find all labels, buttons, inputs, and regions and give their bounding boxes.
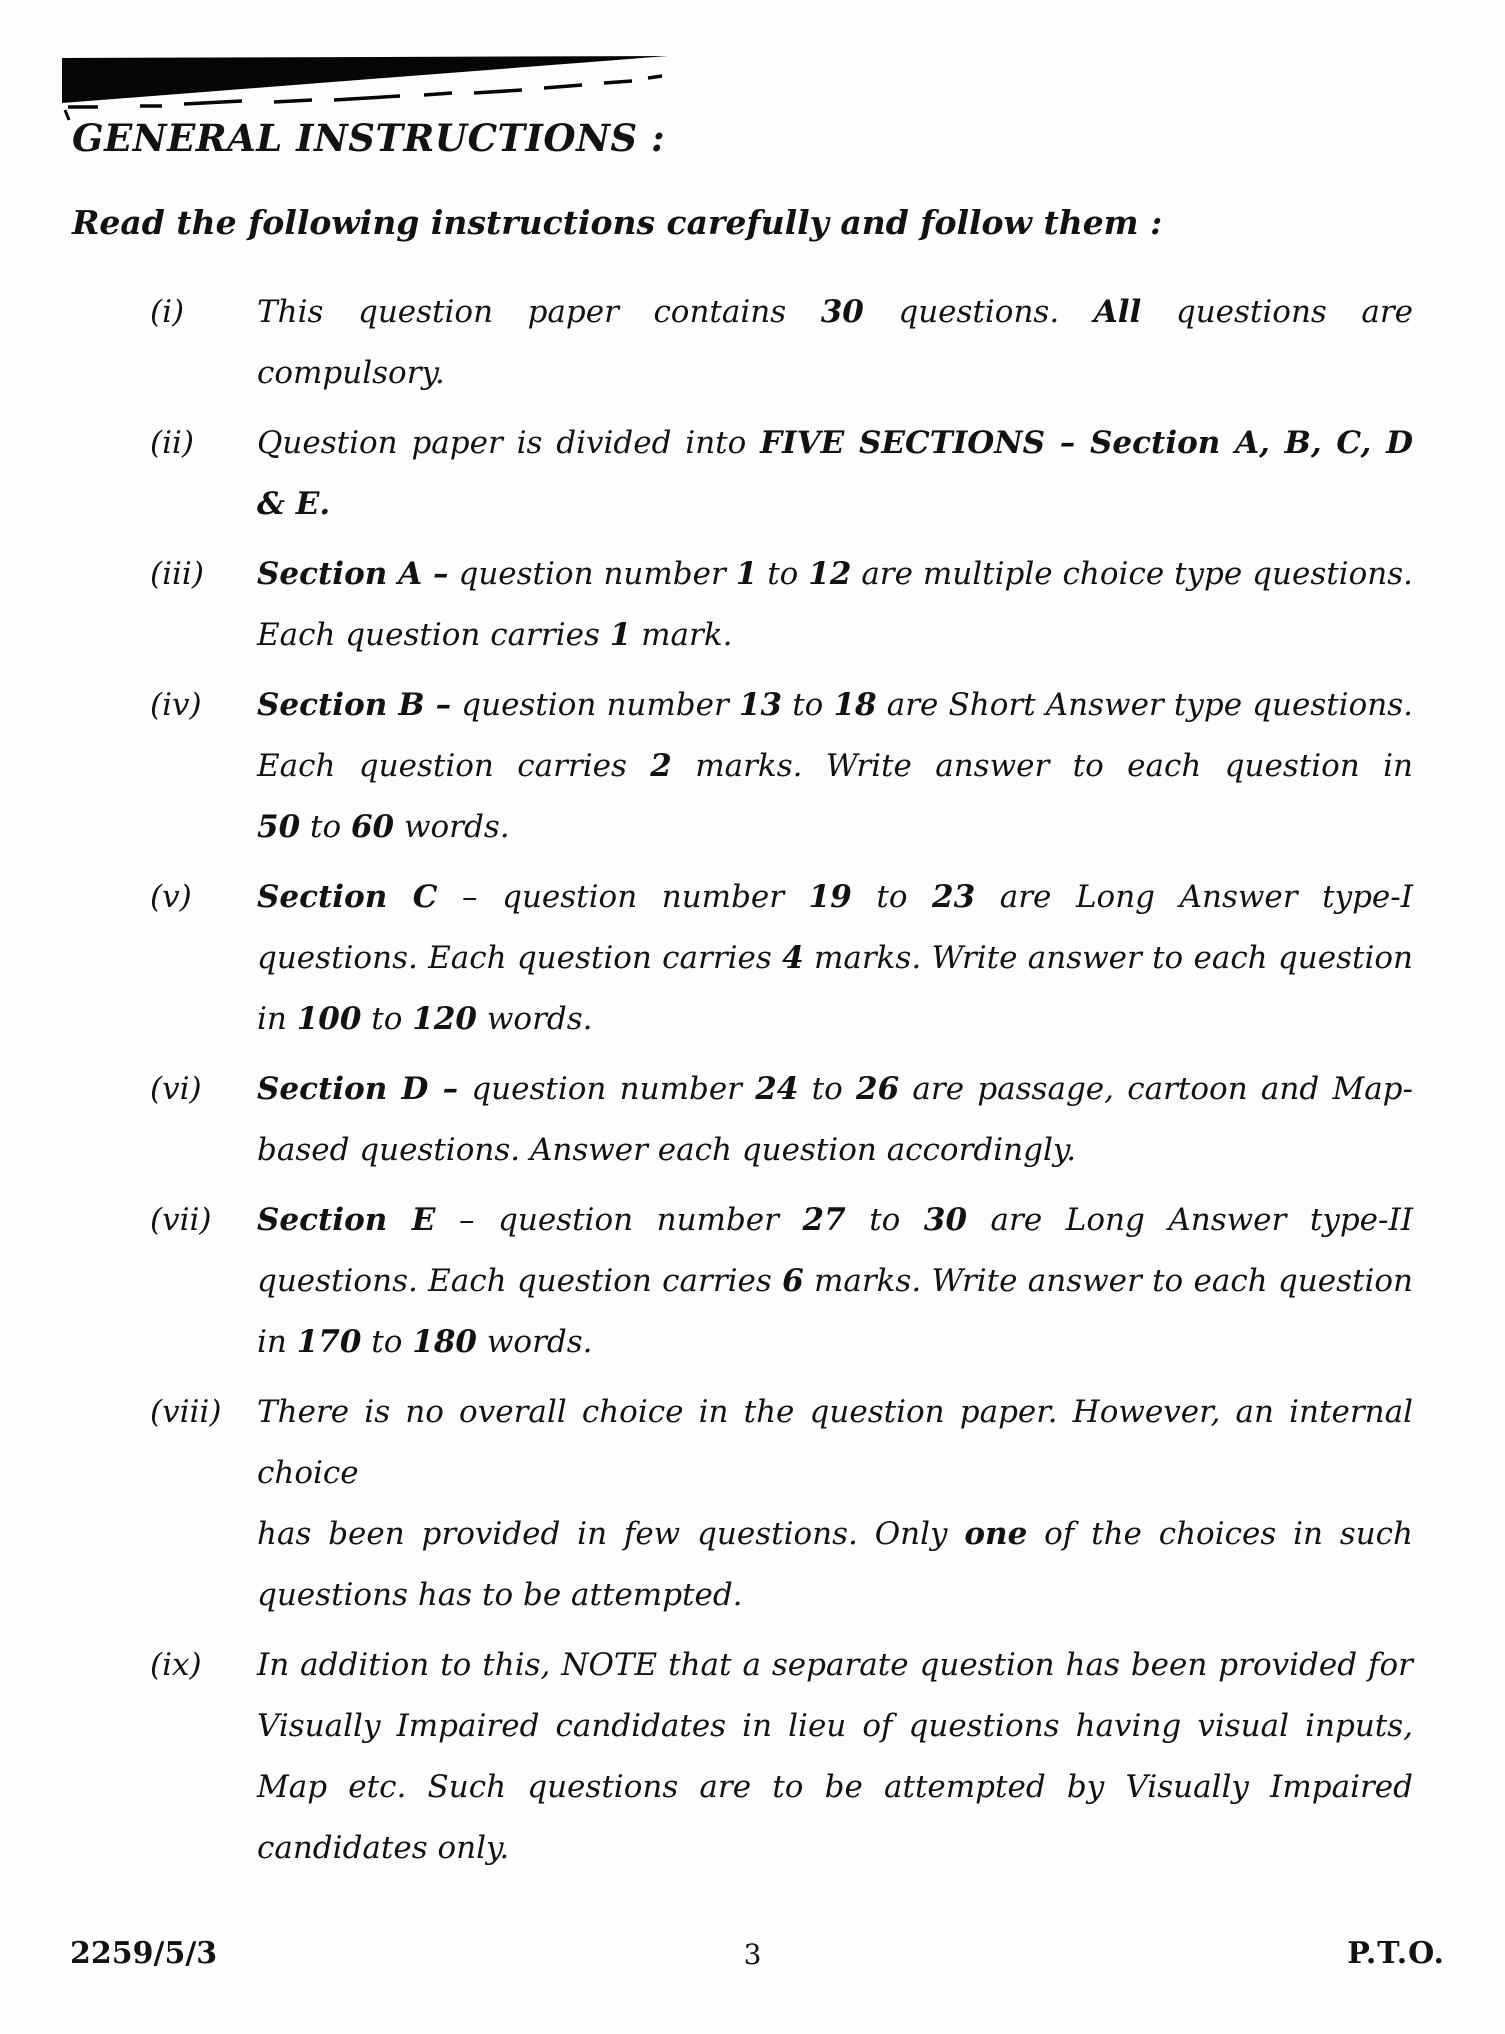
instruction-item <box>150 1382 1413 1626</box>
instruction-line: Question paper is divided into FIVE SECTIONS – Section A, B, C, D <box>257 425 1413 461</box>
instruction-number: (iv) <box>150 687 202 723</box>
instruction-text <box>257 282 1413 404</box>
instruction-line: Each question carries 1 mark. <box>257 617 733 653</box>
page-title: GENERAL INSTRUCTIONS : <box>72 116 666 160</box>
instruction-line: Visually Impaired candidates in lieu of questions having visual inputs, <box>257 1708 1413 1744</box>
instruction-item <box>150 1059 1413 1181</box>
scan-artifact-wedge <box>62 56 674 122</box>
instruction-item <box>150 544 1413 666</box>
instruction-line: Section E – question number 27 to 30 are Long Answer type-II <box>257 1202 1413 1238</box>
instruction-line: Section B – question number 13 to 18 are Short Answer type questions. <box>257 687 1413 723</box>
instruction-line: 50 to 60 words. <box>257 809 510 845</box>
instruction-item <box>150 867 1413 1050</box>
instruction-item <box>150 1635 1413 1879</box>
instruction-item <box>150 282 1413 404</box>
instruction-number: (vii) <box>150 1202 212 1238</box>
instruction-line: & E. <box>257 486 331 522</box>
instruction-line: Section C – question number 19 to 23 are Long Answer type-I <box>257 879 1413 915</box>
instruction-line: Section D – question number 24 to 26 are passage, cartoon and Map- <box>257 1071 1414 1107</box>
instruction-line: in 100 to 120 words. <box>257 1001 593 1037</box>
lead-instruction: Read the following instructions carefully and follow them : <box>72 203 1163 242</box>
instruction-line: There is no overall choice in the question paper. However, an internal choice <box>257 1394 1413 1491</box>
instruction-text <box>257 1059 1413 1181</box>
instruction-line: In addition to this, NOTE that a separate question has been provided for <box>257 1647 1413 1683</box>
page-footer <box>0 1936 1505 1976</box>
instruction-number: (viii) <box>150 1394 222 1430</box>
pto-label: P.T.O. <box>1347 1936 1445 1971</box>
instruction-number: (iii) <box>150 556 204 592</box>
paper-code: 2259/5/3 <box>70 1936 218 1971</box>
instruction-item <box>150 413 1413 535</box>
instruction-text <box>257 544 1413 666</box>
instruction-item <box>150 675 1413 858</box>
instruction-line: has been provided in few questions. Only one of the choices in such <box>257 1516 1413 1552</box>
instruction-text <box>257 413 1413 535</box>
instruction-text <box>257 675 1413 858</box>
instruction-line: based questions. Answer each question accordingly. <box>257 1132 1077 1168</box>
instruction-line: Map etc. Such questions are to be attempted by Visually Impaired <box>257 1769 1413 1805</box>
page-number: 3 <box>743 1938 762 1971</box>
instruction-text <box>257 1635 1413 1879</box>
instruction-number: (vi) <box>150 1071 202 1107</box>
instruction-number: (ii) <box>150 425 195 461</box>
instruction-line: in 170 to 180 words. <box>257 1324 593 1360</box>
instruction-line: questions. Each question carries 4 marks. Write answer to each question <box>257 940 1413 976</box>
instruction-line: Each question carries 2 marks. Write answer to each question in <box>257 748 1413 784</box>
instruction-list <box>150 282 1413 1888</box>
instruction-number: (i) <box>150 294 185 330</box>
instruction-line: Section A – question number 1 to 12 are multiple choice type questions. <box>257 556 1413 592</box>
instruction-text <box>257 867 1413 1050</box>
instruction-line: questions has to be attempted. <box>257 1577 743 1613</box>
instruction-text <box>257 1382 1413 1626</box>
instruction-item <box>150 1190 1413 1373</box>
instruction-number: (ix) <box>150 1647 202 1683</box>
instruction-line: questions. Each question carries 6 marks. Write answer to each question <box>257 1263 1413 1299</box>
instruction-number: (v) <box>150 879 192 915</box>
instruction-line: candidates only. <box>257 1830 510 1866</box>
instruction-line: This question paper contains 30 questions. All questions are <box>257 294 1413 330</box>
instruction-text <box>257 1190 1413 1373</box>
instruction-line: compulsory. <box>257 355 445 391</box>
